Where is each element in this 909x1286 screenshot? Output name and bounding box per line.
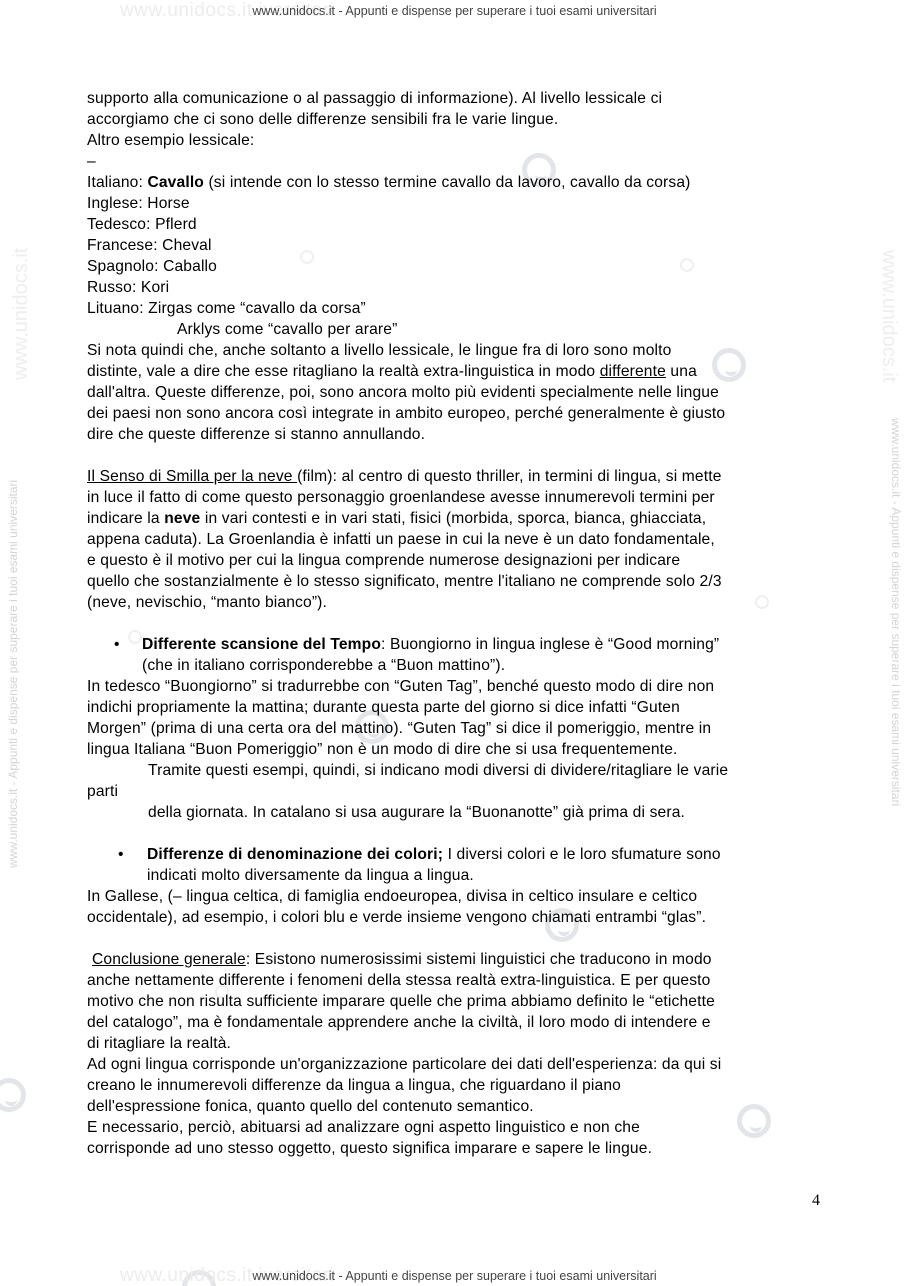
spacer (87, 445, 827, 466)
text-span: in vari contesti e in vari stati, fisici (morbida, sporca, bianca, ghiacciata, (200, 510, 707, 527)
page-number: 4 (812, 1192, 820, 1209)
keyword-neve: neve (164, 510, 201, 527)
lexical-german: Tedesco: Pflerd (87, 216, 197, 233)
bullet-dot: • (114, 636, 120, 653)
spacer (87, 613, 827, 634)
text-line: Si nota quindi che, anche soltanto a livello lessicale, le lingue fra di loro sono molto (87, 342, 672, 359)
text-line: motivo che non risulta sufficiente imparare quelle che prima abbiamo definito le “etichette (87, 993, 715, 1010)
text-line: della giornata. In catalano si usa augurare la “Buonanotte” già prima di sera. (148, 804, 686, 821)
text-span: : Esistono numerosissimi sistemi linguistici che traducono in modo (245, 951, 712, 968)
conclusione-title: Conclusione generale (92, 951, 246, 968)
lexical-italian (87, 172, 827, 193)
text-line (87, 361, 827, 382)
text-line: occidentale), ad esempio, i colori blu e verde insieme vengono chiamati entrambi “glas”. (87, 909, 707, 926)
text-line: di ritagliare la realtà. (87, 1035, 232, 1052)
text-line: appena caduta). La Groenlandia è infatti un paese in cui la neve è un dato fondamentale, (87, 531, 715, 548)
text-line: (neve, nevischio, “manto bianco”). (87, 594, 327, 611)
text-span: indicare la (87, 510, 165, 527)
keyword-cavallo: Cavallo (147, 174, 204, 191)
text-line: Morgen” (prima di una certa ora del mattino). “Guten Tag” si dice il pomeriggio, mentre in (87, 720, 712, 737)
text-line: In tedesco “Buongiorno” si tradurrebbe con “Guten Tag”, benché questo modo di dire non (87, 678, 715, 695)
bullet-colori (87, 844, 827, 865)
text-line: Altro esempio lessicale: (87, 132, 255, 149)
watermark-side-right: www.unidocs.it - Appunti e dispense per superare i tuoi esami universitari (889, 418, 903, 807)
spacer (87, 928, 827, 949)
watermark-banner-top (0, 0, 909, 21)
text-line: dire che queste differenze si stanno annullando. (87, 426, 426, 443)
document-body (87, 88, 827, 1159)
text-line: quello che sostanzialmente è lo stesso significato, mentre l'italiano ne comprende solo 2/3 (87, 573, 722, 590)
text-line: dei paesi non sono ancora così integrate in ambito europeo, perché generalmente è giusto (87, 405, 726, 422)
watermark-logo-icon (0, 1078, 26, 1112)
lexical-french: Francese: Cheval (87, 237, 212, 254)
text-line: e questo è il motivo per cui la lingua comprende numerose designazioni per indicare (87, 552, 681, 569)
text-span: : Buongiorno in lingua inglese è “Good morning” (381, 636, 720, 653)
watermark-side-left: www.unidocs.it - Appunti e dispense per superare i tuoi esami universitari (6, 479, 20, 868)
bullet-colori-cont: indicati molto diversamente da lingua a lingua. (147, 867, 474, 884)
lexical-english: Inglese: Horse (87, 195, 190, 212)
watermark-banner-bottom (0, 1265, 909, 1286)
text-span: distinte, vale a dire che esse ritagliano la realtà extra-linguistica in modo (87, 363, 600, 380)
text-line: Tramite questi esempi, quindi, si indicano modi diversi di dividere/ritagliare le varie (148, 762, 729, 779)
text-line: creano le innumerevoli differenze da lingua a lingua, che riguardano il piano (87, 1077, 622, 1094)
bullet-tempo-title: Differente scansione del Tempo (142, 636, 382, 653)
text-line: in luce il fatto di come questo personaggio groenlandese avesse innumerevoli termini per (87, 489, 715, 506)
text-line: E necessario, perciò, abituarsi ad analizzare ogni aspetto linguistico e non che (87, 1119, 640, 1136)
text-line: – (87, 153, 96, 170)
text-line: Ad ogni lingua corrisponde un'organizzazione particolare dei dati dell'esperienza: da qui si (87, 1056, 722, 1073)
text-span: (si intende con lo stesso termine cavallo da lavoro, cavallo da corsa) (203, 174, 691, 191)
watermark-ghost-top: www.unidocs.it iversitari (120, 0, 335, 21)
bullet-tempo-cont: (che in italiano corrisponderebbe a “Buon mattino”). (142, 657, 506, 674)
lexical-lithuanian-2: Arklys come “cavallo per arare” (177, 321, 398, 338)
watermark-banner-bottom-text: www.unidocs.it - Appunti e dispense per superare i tuoi esami universitari (252, 1269, 657, 1283)
text-line (87, 508, 827, 529)
text-span: I diversi colori e le loro sfumature sono (443, 846, 721, 863)
lexical-russian: Russo: Kori (87, 279, 170, 296)
text-line: corrisponde ad uno stesso oggetto, questo significa imparare e sapere le lingue. (87, 1140, 653, 1157)
text-span: una (665, 363, 697, 380)
text-line: anche nettamente differente i fenomeni della stessa realtà extra-linguistica. E per questo (87, 972, 711, 989)
text-line (87, 466, 827, 487)
watermark-side-right-faint: www.unidocs.it (878, 250, 900, 383)
text-span: Italiano: (87, 174, 148, 191)
text-line: accorgiamo che ci sono delle differenze sensibili fra le varie lingue. (87, 111, 559, 128)
text-line: lingua Italiana “Buon Pomeriggio” non è un modo di dire che si usa frequentemente. (87, 741, 678, 758)
text-line (87, 949, 827, 970)
watermark-side-left-faint: www.unidocs.it (10, 247, 32, 380)
text-line: dall'altra. Queste differenze, poi, sono ancora molto più evidenti specialmente nelle lingue (87, 384, 719, 401)
text-line: In Gallese, (– lingua celtica, di famiglia endoeuropea, divisa in celtico insulare e celtico (87, 888, 698, 905)
lexical-spanish: Spagnolo: Caballo (87, 258, 217, 275)
watermark-banner-top-text: www.unidocs.it - Appunti e dispense per superare i tuoi esami universitari (252, 4, 657, 18)
bullet-dot: • (118, 846, 124, 863)
watermark-ghost-bottom: www.unidocs.it iversitari (120, 1265, 335, 1286)
lexical-lithuanian: Lituano: Zirgas come “cavallo da corsa” (87, 300, 366, 317)
bullet-tempo (87, 634, 827, 655)
spacer (87, 823, 827, 844)
bullet-colori-title: Differenze di denominazione dei colori; (147, 846, 444, 863)
text-line: indichi propriamente la mattina; durante questa parte del giorno si dice infatti “Guten (87, 699, 680, 716)
text-line: del catalogo”, ma è fondamentale apprendere anche la civiltà, il loro modo di intendere e (87, 1014, 711, 1031)
text-line: parti (87, 783, 119, 800)
underlined-word: differente (599, 363, 666, 380)
text-line: dell'espressione fonica, quanto quello del contenuto semantico. (87, 1098, 534, 1115)
text-span: (film): al centro di questo thriller, in termini di lingua, si mette (297, 468, 722, 485)
text-line: supporto alla comunicazione o al passaggio di informazione). Al livello lessicale ci (87, 90, 663, 107)
smilla-title: Il Senso di Smilla per la neve (87, 468, 298, 485)
